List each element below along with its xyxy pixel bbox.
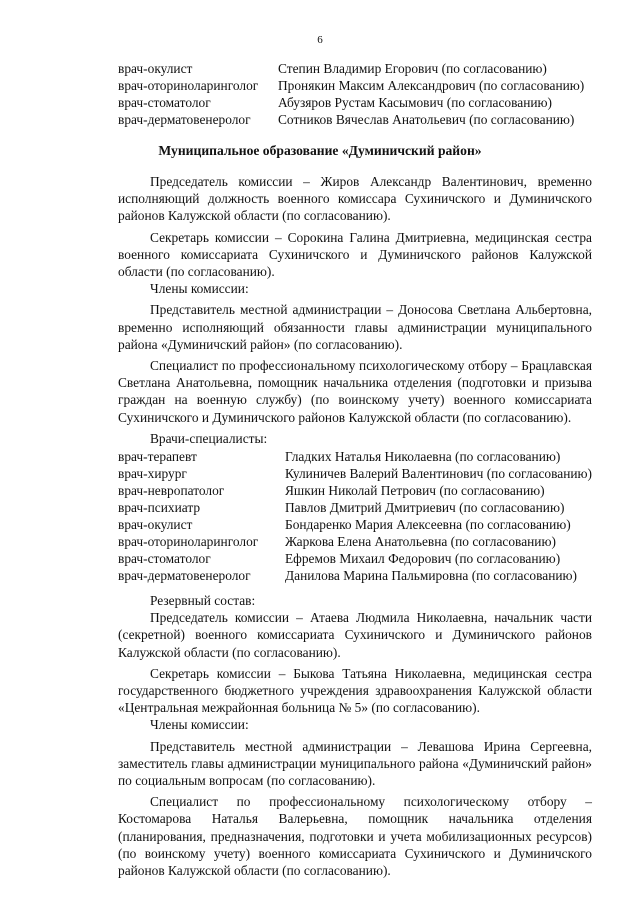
psych-specialist-paragraph: Специалист по профессиональному психологическому отбору – Брацлавская Светлана Анатольевна, помощник начальника отделения (подготовки и призыва граждан на военную службу) (по воинскому учету) военного комиссариата Сухиничского и Думиничского районов Калужской области (по согласованию).	[118, 358, 592, 425]
page-number: 6	[317, 34, 323, 46]
list-item	[118, 567, 592, 584]
doctor-name: Гладких Наталья Николаевна (по согласованию)	[285, 449, 561, 465]
list-item	[118, 94, 584, 111]
specialty: врач-оториноларинголог	[118, 78, 259, 93]
list-item	[118, 482, 592, 499]
doctor-name: Яшкин Николай Петрович (по согласованию)	[285, 483, 545, 499]
doctors-label: Врачи-специалисты:	[150, 430, 268, 446]
list-item	[118, 465, 592, 482]
specialty: врач-окулист	[118, 61, 193, 76]
doctor-name: Жаркова Елена Анатольевна (по согласованию)	[285, 534, 556, 550]
specialty: врач-стоматолог	[118, 551, 211, 567]
doctor-name: Степин Владимир Егорович (по согласованию)	[278, 61, 547, 76]
doctor-name: Павлов Дмитрий Дмитриевич (по согласованию)	[285, 500, 565, 516]
list-item	[118, 111, 584, 128]
doctor-name: Кулиничев Валерий Валентинович (по согласованию)	[284, 466, 592, 482]
document-body	[118, 173, 592, 879]
specialty: врач-хирург	[118, 466, 187, 482]
secretary-paragraph: Секретарь комиссии – Сорокина Галина Дмитриевна, медицинская сестра военного комиссариата Сухиничского и Думиничского районов Калужской области (по согласованию).	[118, 229, 592, 280]
doctor-name: Абузяров Рустам Касымович (по согласованию)	[278, 95, 553, 110]
list-item	[118, 77, 584, 94]
list-item	[118, 550, 592, 567]
list-item	[118, 499, 592, 516]
reserve-chairman-paragraph: Председатель комиссии – Атаева Людмила Николаевна, начальник части (секретной) военного комиссариата Сухиничского и Думиничского районов Калужской области (по согласованию).	[118, 610, 592, 660]
specialty: врач-невропатолог	[118, 483, 225, 499]
specialty: врач-окулист	[118, 517, 193, 533]
list-item	[118, 533, 592, 550]
reserve-admin-rep-paragraph: Представитель местной администрации – Левашова Ирина Сергеевна, заместитель главы администрации муниципального района «Думиничский район» по социальным вопросам (по согласованию).	[118, 738, 592, 789]
reserve-label: Резервный состав:	[150, 593, 256, 609]
specialty: врач-дерматовенеролог	[118, 112, 251, 127]
specialty: врач-психиатр	[118, 500, 201, 516]
section-title: Муниципальное образование «Думиничский район»	[158, 143, 482, 158]
chairman-paragraph: Председатель комиссии – Жиров Александр Валентинович, временно исполняющий должность военного комиссара Сухиничского и Думиничского районов Калужской области (по согласованию).	[118, 174, 592, 224]
list-item	[118, 448, 592, 465]
specialty: врач-стоматолог	[118, 95, 211, 110]
reserve-secretary-paragraph: Секретарь комиссии – Быкова Татьяна Николаевна, медицинская сестра государственного бюджетного учреждения здравоохранения Калужской области «Центральная межрайонная больница № 5» (по согласованию).	[118, 665, 592, 716]
list-item	[118, 60, 584, 77]
doctors-list	[118, 448, 592, 584]
doctor-name: Бондаренко Мария Алексеевна (по согласованию)	[285, 517, 571, 533]
members-label: Члены комиссии:	[150, 281, 249, 297]
continued-doctors-list	[118, 60, 584, 128]
specialty: врач-терапевт	[118, 449, 197, 465]
admin-rep-paragraph: Представитель местной администрации – Доносова Светлана Альбертовна, временно исполняющий обязанности главы администрации муниципального района «Думиничский район» (по согласованию).	[118, 302, 592, 352]
specialty: врач-оториноларинголог	[118, 534, 259, 550]
list-item	[118, 516, 592, 533]
specialty: врач-дерматовенеролог	[118, 568, 251, 584]
reserve-psych-specialist-paragraph: Специалист по профессиональному психологическому отбору – Костомарова Наталья Валерьевна, помощник начальника отделения (планирования, предназначения, подготовки и учета мобилизационных ресурсов) (по воинскому учету) военного комиссариата Сухиничского и Думиничского районов Калужской области (по согласованию).	[118, 794, 592, 879]
doctor-name: Сотников Вячеслав Анатольевич (по согласованию)	[278, 112, 575, 127]
doctor-name: Данилова Марина Пальмировна (по согласованию)	[285, 568, 577, 584]
doctor-name: Пронякин Максим Александрович (по согласованию)	[278, 78, 585, 93]
reserve-members-label: Члены комиссии:	[150, 717, 249, 733]
doctor-name: Ефремов Михаил Федорович (по согласованию)	[285, 551, 561, 567]
